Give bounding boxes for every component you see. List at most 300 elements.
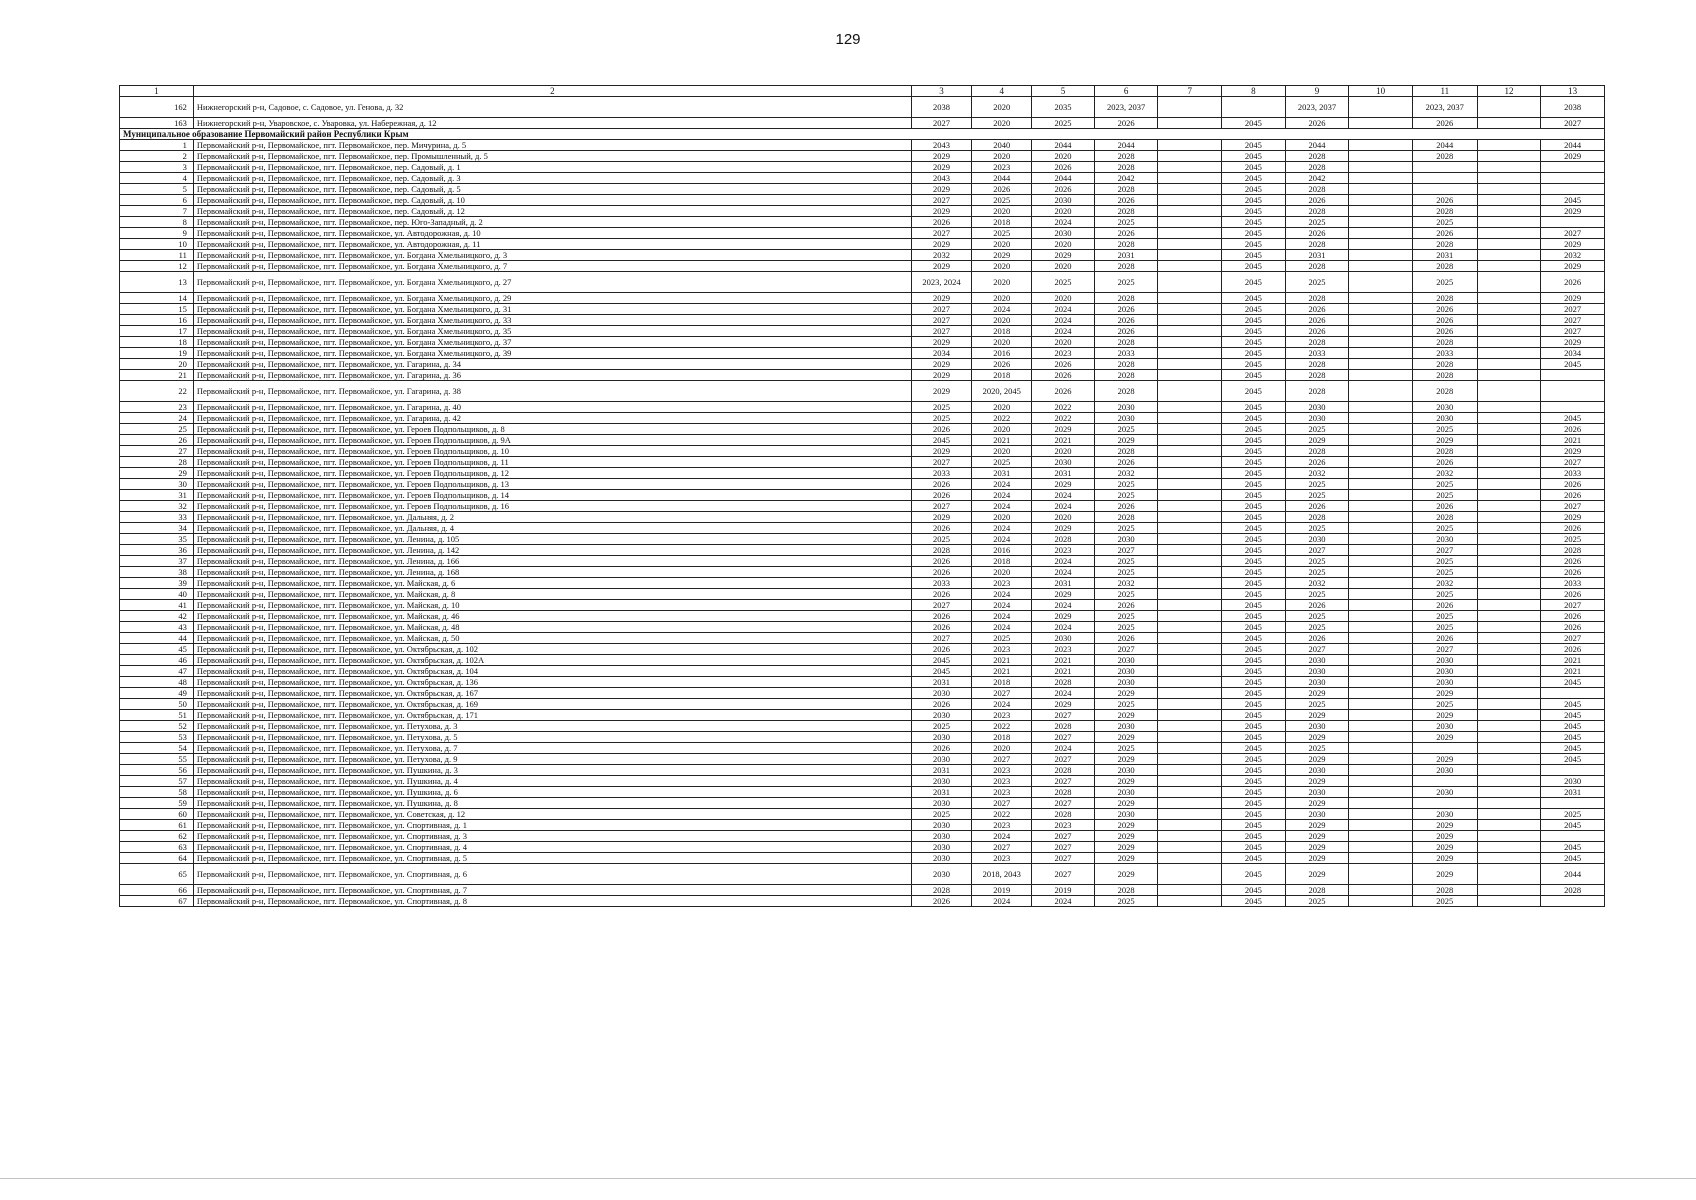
- year-cell-5: 2027: [1032, 710, 1094, 721]
- year-cell-12: [1477, 820, 1541, 831]
- year-cell-7: [1158, 118, 1222, 129]
- year-cell-6: 2028: [1094, 184, 1158, 195]
- year-cell-11: 2029: [1412, 732, 1477, 743]
- year-cell-10: [1349, 118, 1413, 129]
- year-cell-8: 2045: [1222, 853, 1286, 864]
- year-cell-13: 2044: [1541, 864, 1605, 885]
- row-number-cell: 26: [120, 435, 194, 446]
- year-cell-11: 2026: [1412, 195, 1477, 206]
- address-cell: Первомайский р-н, Первомайское, пгт. Первомайское, пер. Садовый, д. 3: [193, 173, 911, 184]
- year-cell-7: [1158, 490, 1222, 501]
- year-cell-6: 2030: [1094, 655, 1158, 666]
- year-cell-8: 2045: [1222, 370, 1286, 381]
- year-cell-11: 2030: [1412, 534, 1477, 545]
- year-cell-4: 2023: [972, 578, 1032, 589]
- year-cell-9: 2025: [1285, 567, 1349, 578]
- year-cell-4: 2044: [972, 173, 1032, 184]
- year-cell-8: 2045: [1222, 457, 1286, 468]
- year-cell-9: 2028: [1285, 885, 1349, 896]
- year-cell-9: 2027: [1285, 644, 1349, 655]
- year-cell-10: [1349, 446, 1413, 457]
- year-cell-12: [1477, 644, 1541, 655]
- row-number-cell: 5: [120, 184, 194, 195]
- year-cell-13: 2026: [1541, 556, 1605, 567]
- year-cell-13: [1541, 831, 1605, 842]
- row-number-cell: 23: [120, 402, 194, 413]
- year-cell-12: [1477, 184, 1541, 195]
- year-cell-10: [1349, 370, 1413, 381]
- row-number-cell: 7: [120, 206, 194, 217]
- year-cell-9: 2033: [1285, 348, 1349, 359]
- address-cell: Первомайский р-н, Первомайское, пгт. Первомайское, ул. Богдана Хмельницкого, д. 3: [193, 250, 911, 261]
- year-cell-4: 2023: [972, 644, 1032, 655]
- year-cell-11: 2026: [1412, 304, 1477, 315]
- year-cell-13: [1541, 688, 1605, 699]
- year-cell-13: 2025: [1541, 534, 1605, 545]
- table-row: [120, 435, 1605, 446]
- table-row: [120, 864, 1605, 885]
- year-cell-7: [1158, 140, 1222, 151]
- year-cell-4: 2020: [972, 97, 1032, 118]
- year-cell-3: 2028: [911, 545, 971, 556]
- table-row: [120, 304, 1605, 315]
- year-cell-12: [1477, 250, 1541, 261]
- year-cell-4: 2022: [972, 721, 1032, 732]
- year-cell-11: [1412, 798, 1477, 809]
- row-number-cell: 2: [120, 151, 194, 162]
- address-cell: Нижнегорский р-н, Садовое, с. Садовое, ул. Генова, д. 32: [193, 97, 911, 118]
- year-cell-12: [1477, 315, 1541, 326]
- year-cell-11: 2023, 2037: [1412, 97, 1477, 118]
- year-cell-6: 2044: [1094, 140, 1158, 151]
- year-cell-12: [1477, 622, 1541, 633]
- address-cell: Первомайский р-н, Первомайское, пгт. Первомайское, ул. Спортивная, д. 3: [193, 831, 911, 842]
- row-number-cell: 4: [120, 173, 194, 184]
- year-cell-8: 2045: [1222, 490, 1286, 501]
- year-cell-4: 2027: [972, 688, 1032, 699]
- year-cell-13: 2027: [1541, 457, 1605, 468]
- year-cell-12: [1477, 809, 1541, 820]
- year-cell-5: 2020: [1032, 512, 1094, 523]
- year-cell-10: [1349, 337, 1413, 348]
- row-number-cell: 25: [120, 424, 194, 435]
- table-row: [120, 820, 1605, 831]
- column-header-2: 2: [193, 86, 911, 97]
- year-cell-6: 2026: [1094, 304, 1158, 315]
- year-cell-13: 2026: [1541, 490, 1605, 501]
- year-cell-12: [1477, 446, 1541, 457]
- year-cell-6: 2029: [1094, 776, 1158, 787]
- year-cell-6: 2027: [1094, 644, 1158, 655]
- year-cell-10: [1349, 556, 1413, 567]
- year-cell-10: [1349, 885, 1413, 896]
- year-cell-5: 2024: [1032, 217, 1094, 228]
- scan-edge-line: [0, 1178, 1696, 1179]
- year-cell-9: 2028: [1285, 162, 1349, 173]
- year-cell-12: [1477, 677, 1541, 688]
- year-cell-11: 2028: [1412, 293, 1477, 304]
- column-header-8: 8: [1222, 86, 1286, 97]
- year-cell-10: [1349, 798, 1413, 809]
- table-row: [120, 424, 1605, 435]
- year-cell-9: 2030: [1285, 809, 1349, 820]
- address-cell: Первомайский р-н, Первомайское, пгт. Первомайское, ул. Героев Подпольщиков, д. 11: [193, 457, 911, 468]
- year-cell-8: 2045: [1222, 556, 1286, 567]
- year-cell-9: 2029: [1285, 732, 1349, 743]
- year-cell-11: 2027: [1412, 545, 1477, 556]
- year-cell-4: 2023: [972, 162, 1032, 173]
- year-cell-12: [1477, 688, 1541, 699]
- year-cell-11: 2029: [1412, 864, 1477, 885]
- year-cell-3: 2030: [911, 754, 971, 765]
- year-cell-6: 2028: [1094, 885, 1158, 896]
- year-cell-4: 2018: [972, 326, 1032, 337]
- year-cell-9: 2044: [1285, 140, 1349, 151]
- year-cell-8: 2045: [1222, 523, 1286, 534]
- year-cell-3: 2027: [911, 228, 971, 239]
- address-cell: Первомайский р-н, Первомайское, пгт. Первомайское, ул. Героев Подпольщиков, д. 14: [193, 490, 911, 501]
- year-cell-7: [1158, 633, 1222, 644]
- year-cell-12: [1477, 523, 1541, 534]
- year-cell-9: 2030: [1285, 765, 1349, 776]
- year-cell-9: 2042: [1285, 173, 1349, 184]
- address-cell: Первомайский р-н, Первомайское, пгт. Первомайское, ул. Спортивная, д. 6: [193, 864, 911, 885]
- year-cell-11: 2025: [1412, 479, 1477, 490]
- year-cell-4: 2018: [972, 370, 1032, 381]
- table-row: [120, 787, 1605, 798]
- year-cell-7: [1158, 315, 1222, 326]
- year-cell-12: [1477, 710, 1541, 721]
- year-cell-11: 2030: [1412, 809, 1477, 820]
- year-cell-7: [1158, 261, 1222, 272]
- row-number-cell: 55: [120, 754, 194, 765]
- year-cell-12: [1477, 512, 1541, 523]
- year-cell-10: [1349, 754, 1413, 765]
- row-number-cell: 58: [120, 787, 194, 798]
- table-row: [120, 710, 1605, 721]
- year-cell-5: 2025: [1032, 272, 1094, 293]
- table-row: [120, 831, 1605, 842]
- row-number-cell: 31: [120, 490, 194, 501]
- year-cell-8: 2045: [1222, 206, 1286, 217]
- year-cell-7: [1158, 809, 1222, 820]
- year-cell-11: 2026: [1412, 457, 1477, 468]
- year-cell-6: 2026: [1094, 118, 1158, 129]
- year-cell-13: 2029: [1541, 446, 1605, 457]
- year-cell-3: 2030: [911, 710, 971, 721]
- table-row: [120, 359, 1605, 370]
- year-cell-4: 2024: [972, 304, 1032, 315]
- year-cell-3: 2026: [911, 490, 971, 501]
- year-cell-4: 2020: [972, 337, 1032, 348]
- table-row: [120, 567, 1605, 578]
- section-heading-row: [120, 129, 1605, 140]
- year-cell-9: 2029: [1285, 710, 1349, 721]
- year-cell-9: 2025: [1285, 556, 1349, 567]
- year-cell-7: [1158, 688, 1222, 699]
- year-cell-13: 2027: [1541, 315, 1605, 326]
- row-number-cell: 9: [120, 228, 194, 239]
- year-cell-5: 2027: [1032, 853, 1094, 864]
- year-cell-5: 2028: [1032, 787, 1094, 798]
- year-cell-13: 2045: [1541, 732, 1605, 743]
- column-header-13: 13: [1541, 86, 1605, 97]
- year-cell-7: [1158, 600, 1222, 611]
- column-header-7: 7: [1158, 86, 1222, 97]
- address-cell: Первомайский р-н, Первомайское, пгт. Первомайское, ул. Ленина, д. 142: [193, 545, 911, 556]
- table-row: [120, 348, 1605, 359]
- address-cell: Первомайский р-н, Первомайское, пгт. Первомайское, ул. Богдана Хмельницкого, д. 27: [193, 272, 911, 293]
- year-cell-11: 2025: [1412, 556, 1477, 567]
- year-cell-11: 2026: [1412, 633, 1477, 644]
- year-cell-7: [1158, 435, 1222, 446]
- year-cell-8: 2045: [1222, 195, 1286, 206]
- year-cell-10: [1349, 348, 1413, 359]
- table-row: [120, 413, 1605, 424]
- year-cell-10: [1349, 217, 1413, 228]
- address-cell: Первомайский р-н, Первомайское, пгт. Первомайское, ул. Спортивная, д. 5: [193, 853, 911, 864]
- year-cell-8: 2045: [1222, 479, 1286, 490]
- address-cell: Первомайский р-н, Первомайское, пгт. Первомайское, ул. Петухова, д. 7: [193, 743, 911, 754]
- year-cell-7: [1158, 239, 1222, 250]
- row-number-cell: 43: [120, 622, 194, 633]
- table-row: [120, 699, 1605, 710]
- year-cell-6: 2032: [1094, 468, 1158, 479]
- year-cell-13: 2029: [1541, 261, 1605, 272]
- table-row: [120, 239, 1605, 250]
- year-cell-6: 2028: [1094, 206, 1158, 217]
- year-cell-6: 2026: [1094, 501, 1158, 512]
- year-cell-13: 2026: [1541, 622, 1605, 633]
- year-cell-11: 2028: [1412, 261, 1477, 272]
- year-cell-11: 2033: [1412, 348, 1477, 359]
- section-heading: Муниципальное образование Первомайский район Республики Крым: [120, 129, 1605, 140]
- year-cell-6: 2033: [1094, 348, 1158, 359]
- year-cell-8: 2045: [1222, 567, 1286, 578]
- year-cell-7: [1158, 348, 1222, 359]
- table-row: [120, 523, 1605, 534]
- year-cell-3: 2026: [911, 523, 971, 534]
- year-cell-5: 2020: [1032, 206, 1094, 217]
- year-cell-9: 2026: [1285, 118, 1349, 129]
- year-cell-12: [1477, 864, 1541, 885]
- year-cell-13: 2030: [1541, 776, 1605, 787]
- year-cell-4: 2020: [972, 206, 1032, 217]
- year-cell-12: [1477, 666, 1541, 677]
- year-cell-3: 2025: [911, 721, 971, 732]
- row-number-cell: 11: [120, 250, 194, 261]
- year-cell-4: 2023: [972, 820, 1032, 831]
- table-row: [120, 754, 1605, 765]
- year-cell-9: 2025: [1285, 523, 1349, 534]
- table-body: [120, 86, 1605, 907]
- year-cell-9: 2025: [1285, 272, 1349, 293]
- year-cell-5: 2020: [1032, 446, 1094, 457]
- year-cell-10: [1349, 272, 1413, 293]
- address-cell: Первомайский р-н, Первомайское, пгт. Первомайское, ул. Майская, д. 46: [193, 611, 911, 622]
- year-cell-5: 2026: [1032, 162, 1094, 173]
- address-cell: Первомайский р-н, Первомайское, пгт. Первомайское, ул. Октябрьская, д. 171: [193, 710, 911, 721]
- year-cell-10: [1349, 206, 1413, 217]
- year-cell-3: 2027: [911, 326, 971, 337]
- year-cell-11: 2029: [1412, 842, 1477, 853]
- year-cell-3: 2026: [911, 622, 971, 633]
- year-cell-3: 2032: [911, 250, 971, 261]
- year-cell-13: 2028: [1541, 885, 1605, 896]
- year-cell-9: 2028: [1285, 261, 1349, 272]
- year-cell-7: [1158, 721, 1222, 732]
- year-cell-11: 2025: [1412, 896, 1477, 907]
- year-cell-6: 2029: [1094, 732, 1158, 743]
- address-cell: Первомайский р-н, Первомайское, пгт. Первомайское, ул. Майская, д. 6: [193, 578, 911, 589]
- year-cell-13: 2027: [1541, 304, 1605, 315]
- table-row: [120, 666, 1605, 677]
- year-cell-13: [1541, 765, 1605, 776]
- table-row: [120, 644, 1605, 655]
- address-cell: Первомайский р-н, Первомайское, пгт. Первомайское, ул. Гагарина, д. 38: [193, 381, 911, 402]
- year-cell-11: 2030: [1412, 677, 1477, 688]
- year-cell-11: 2029: [1412, 754, 1477, 765]
- year-cell-8: 2045: [1222, 578, 1286, 589]
- table-row: [120, 743, 1605, 754]
- year-cell-13: 2026: [1541, 424, 1605, 435]
- year-cell-11: 2028: [1412, 337, 1477, 348]
- year-cell-10: [1349, 600, 1413, 611]
- address-cell: Первомайский р-н, Первомайское, пгт. Первомайское, ул. Героев Подпольщиков, д. 10: [193, 446, 911, 457]
- year-cell-12: [1477, 589, 1541, 600]
- year-cell-7: [1158, 304, 1222, 315]
- row-number-cell: 52: [120, 721, 194, 732]
- year-cell-4: 2018, 2043: [972, 864, 1032, 885]
- year-cell-11: 2028: [1412, 370, 1477, 381]
- row-number-cell: 24: [120, 413, 194, 424]
- year-cell-13: 2029: [1541, 512, 1605, 523]
- year-cell-9: 2025: [1285, 622, 1349, 633]
- year-cell-7: [1158, 666, 1222, 677]
- year-cell-8: 2045: [1222, 831, 1286, 842]
- year-cell-12: [1477, 534, 1541, 545]
- year-cell-5: 2024: [1032, 490, 1094, 501]
- row-number-cell: 46: [120, 655, 194, 666]
- year-cell-8: 2045: [1222, 677, 1286, 688]
- year-cell-6: 2026: [1094, 315, 1158, 326]
- year-cell-10: [1349, 315, 1413, 326]
- year-cell-7: [1158, 359, 1222, 370]
- year-cell-5: 2031: [1032, 468, 1094, 479]
- table-row: [120, 337, 1605, 348]
- row-number-cell: 66: [120, 885, 194, 896]
- table-row: [120, 381, 1605, 402]
- row-number-cell: 61: [120, 820, 194, 831]
- year-cell-10: [1349, 633, 1413, 644]
- year-cell-8: 2045: [1222, 545, 1286, 556]
- year-cell-8: 2045: [1222, 413, 1286, 424]
- address-cell: Первомайский р-н, Первомайское, пгт. Первомайское, ул. Героев Подпольщиков, д. 8: [193, 424, 911, 435]
- year-cell-9: 2032: [1285, 578, 1349, 589]
- year-cell-4: 2024: [972, 589, 1032, 600]
- year-cell-8: 2045: [1222, 589, 1286, 600]
- year-cell-5: 2024: [1032, 315, 1094, 326]
- year-cell-11: 2032: [1412, 578, 1477, 589]
- row-number-cell: 39: [120, 578, 194, 589]
- year-cell-6: 2029: [1094, 820, 1158, 831]
- year-cell-11: 2029: [1412, 688, 1477, 699]
- year-cell-10: [1349, 413, 1413, 424]
- year-cell-3: 2026: [911, 479, 971, 490]
- year-cell-13: 2021: [1541, 655, 1605, 666]
- address-cell: Первомайский р-н, Первомайское, пгт. Первомайское, ул. Гагарина, д. 42: [193, 413, 911, 424]
- year-cell-13: 2025: [1541, 809, 1605, 820]
- year-cell-10: [1349, 457, 1413, 468]
- year-cell-7: [1158, 501, 1222, 512]
- year-cell-10: [1349, 688, 1413, 699]
- year-cell-7: [1158, 468, 1222, 479]
- year-cell-3: 2026: [911, 644, 971, 655]
- year-cell-13: 2034: [1541, 348, 1605, 359]
- year-cell-13: 2026: [1541, 479, 1605, 490]
- year-cell-13: [1541, 162, 1605, 173]
- year-cell-9: 2025: [1285, 611, 1349, 622]
- year-cell-7: [1158, 787, 1222, 798]
- row-number-cell: 53: [120, 732, 194, 743]
- year-cell-3: 2027: [911, 315, 971, 326]
- column-header-9: 9: [1285, 86, 1349, 97]
- year-cell-10: [1349, 710, 1413, 721]
- year-cell-6: 2025: [1094, 699, 1158, 710]
- year-cell-12: [1477, 501, 1541, 512]
- year-cell-13: 2045: [1541, 699, 1605, 710]
- year-cell-8: 2045: [1222, 710, 1286, 721]
- year-cell-7: [1158, 578, 1222, 589]
- table-row: [120, 896, 1605, 907]
- year-cell-3: 2025: [911, 413, 971, 424]
- year-cell-6: 2030: [1094, 765, 1158, 776]
- year-cell-5: 2026: [1032, 184, 1094, 195]
- year-cell-3: 2045: [911, 435, 971, 446]
- year-cell-13: 2045: [1541, 359, 1605, 370]
- year-cell-11: 2025: [1412, 424, 1477, 435]
- year-cell-13: 2045: [1541, 743, 1605, 754]
- year-cell-11: 2029: [1412, 435, 1477, 446]
- address-cell: Первомайский р-н, Первомайское, пгт. Первомайское, ул. Спортивная, д. 4: [193, 842, 911, 853]
- column-header-11: 11: [1412, 86, 1477, 97]
- year-cell-3: 2023, 2024: [911, 272, 971, 293]
- year-cell-9: 2031: [1285, 250, 1349, 261]
- year-cell-13: 2026: [1541, 611, 1605, 622]
- year-cell-7: [1158, 97, 1222, 118]
- year-cell-6: 2025: [1094, 424, 1158, 435]
- year-cell-8: 2045: [1222, 512, 1286, 523]
- table-row: [120, 293, 1605, 304]
- year-cell-13: [1541, 184, 1605, 195]
- year-cell-10: [1349, 184, 1413, 195]
- year-cell-7: [1158, 611, 1222, 622]
- table-row: [120, 479, 1605, 490]
- year-cell-5: 2029: [1032, 523, 1094, 534]
- register-table: [119, 85, 1605, 907]
- year-cell-5: 2029: [1032, 250, 1094, 261]
- year-cell-5: 2029: [1032, 589, 1094, 600]
- year-cell-4: 2023: [972, 853, 1032, 864]
- year-cell-12: [1477, 217, 1541, 228]
- year-cell-7: [1158, 534, 1222, 545]
- year-cell-10: [1349, 250, 1413, 261]
- year-cell-10: [1349, 140, 1413, 151]
- year-cell-11: [1412, 162, 1477, 173]
- year-cell-7: [1158, 776, 1222, 787]
- year-cell-6: 2025: [1094, 523, 1158, 534]
- year-cell-6: 2025: [1094, 567, 1158, 578]
